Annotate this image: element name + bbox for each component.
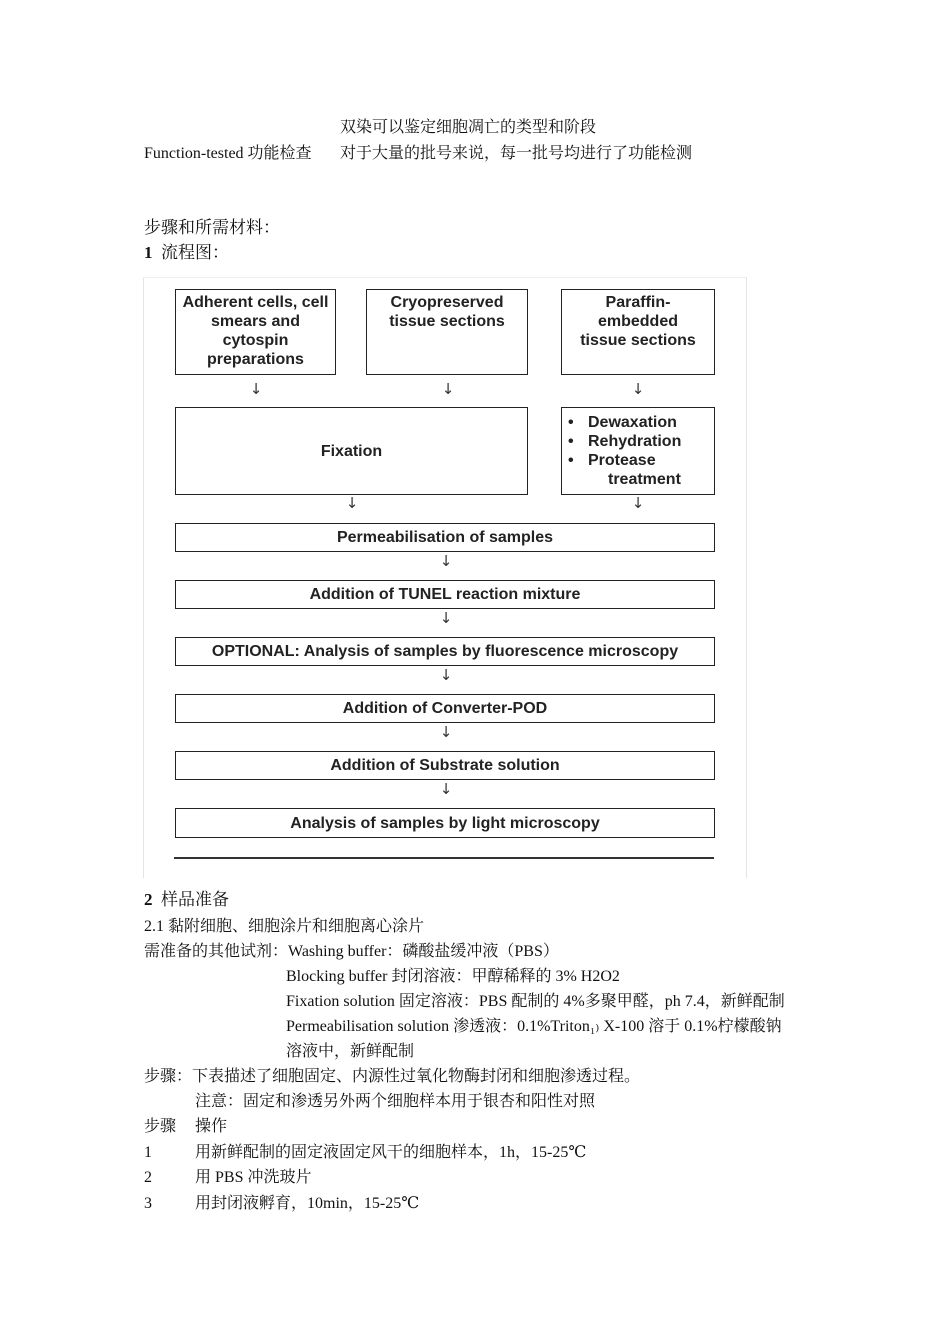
reagent-line: Fixation solution 固定溶液：PBS 配制的 4%多聚甲醛，ph 7.4，新鲜配制	[286, 993, 785, 1010]
step-box-optional: OPTIONAL: Analysis of samples by fluorescence microscopy	[175, 637, 715, 666]
section-number: 1	[144, 243, 153, 262]
step-box-converter: Addition of Converter-POD	[175, 694, 715, 723]
reagents-label: 需准备的其他试剂：Washing buffer：磷酸盐缓冲液（PBS）	[144, 943, 559, 960]
table-cell: 2	[144, 1169, 152, 1186]
table-header-op: 操作	[195, 1118, 228, 1135]
arrow-down-icon: ↓	[439, 723, 453, 741]
section1-title	[144, 243, 229, 263]
step-box-tunel: Addition of TUNEL reaction mixture	[175, 580, 715, 609]
table-cell: 用新鲜配制的固定液固定风干的细胞样本，1h，15-25℃	[195, 1144, 587, 1161]
arrow-down-icon: ↓	[441, 380, 455, 398]
table-header-step: 步骤	[144, 1118, 177, 1135]
section-title: 流程图：	[161, 243, 229, 262]
arrow-down-icon: ↓	[439, 552, 453, 570]
arrow-down-icon: ↓	[345, 494, 359, 512]
step-box-substrate: Addition of Substrate solution	[175, 751, 715, 780]
arrow-down-icon: ↓	[631, 494, 645, 512]
section-number: 2	[144, 890, 153, 909]
list-item: • Protease	[568, 451, 681, 470]
subtitle: 双染可以鉴定细胞凋亡的类型和阶段	[340, 119, 597, 136]
table-cell: 3	[144, 1195, 152, 1212]
arrow-down-icon: ↓	[249, 380, 263, 398]
flowchart	[143, 277, 747, 878]
source-box-paraffin: Paraffin-embedded tissue sections	[561, 289, 715, 375]
reagent-line: Permeabilisation solution 渗透液：0.1%Triton₁₎ X-100 溶于 0.1%柠檬酸钠	[286, 1018, 782, 1035]
list-item: • Dewaxation	[568, 413, 681, 432]
note-text: 注意：固定和渗透另外两个细胞样本用于银杏和阳性对照	[195, 1093, 596, 1110]
step-box-light: Analysis of samples by light microscopy	[175, 808, 715, 838]
source-box-cryo: Cryopreserved tissue sections	[366, 289, 528, 375]
paraffin-steps-box	[561, 407, 715, 495]
list-item: treatment	[608, 471, 681, 488]
reagent-line: Blocking buffer 封闭溶液：甲醇稀释的 3% H2O2	[286, 968, 620, 985]
table-cell: 用封闭液孵育，10min，15-25℃	[195, 1195, 420, 1212]
list-item: • Rehydration	[568, 432, 681, 451]
table-cell: 用 PBS 冲洗玻片	[195, 1169, 312, 1186]
arrow-down-icon: ↓	[439, 666, 453, 684]
section-title: 样品准备	[161, 890, 229, 909]
procedure-text: 步骤：下表描述了细胞固定、内源性过氧化物酶封闭和细胞渗透过程。	[144, 1068, 641, 1085]
fixation-box: Fixation	[175, 407, 528, 495]
divider	[174, 857, 714, 859]
reagent-line: 溶液中，新鲜配制	[286, 1043, 415, 1060]
subsection-title: 2.1 黏附细胞、细胞涂片和细胞离心涂片	[144, 918, 425, 935]
function-text: 对于大量的批号来说，每一批号均进行了功能检测	[340, 145, 693, 162]
section2-title	[144, 890, 229, 910]
function-label: Function-tested 功能检查	[144, 145, 312, 162]
source-box-adherent: Adherent cells, cell smears and cytospin preparations	[175, 289, 336, 375]
table-cell: 1	[144, 1144, 152, 1161]
section-heading: 步骤和所需材料：	[144, 218, 280, 237]
step-box-permeabilisation: Permeabilisation of samples	[175, 523, 715, 552]
arrow-down-icon: ↓	[439, 609, 453, 627]
arrow-down-icon: ↓	[439, 780, 453, 798]
arrow-down-icon: ↓	[631, 380, 645, 398]
